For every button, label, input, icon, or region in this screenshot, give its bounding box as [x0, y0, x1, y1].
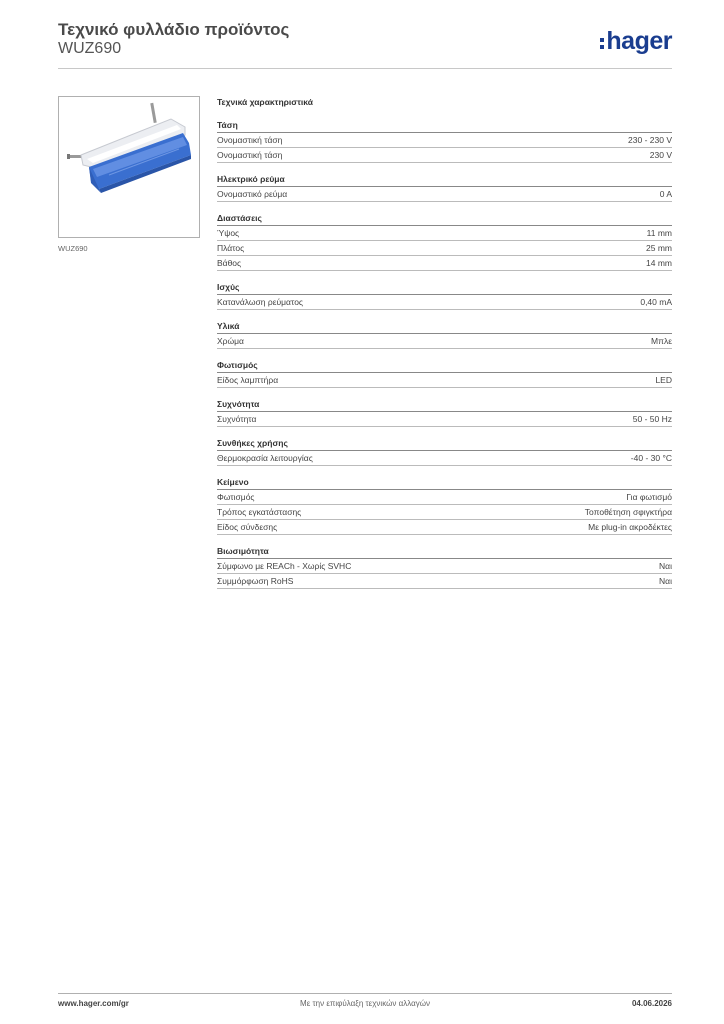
spec-row: [217, 451, 672, 466]
spec-row: [217, 373, 672, 388]
led-module-illustration: [59, 97, 199, 237]
spec-row: [217, 559, 672, 574]
spec-sections: [217, 119, 672, 589]
spec-label: Συχνότητα: [217, 414, 257, 424]
spec-section-title: Ηλεκτρικό ρεύμα: [217, 173, 672, 187]
footer-divider: [58, 993, 672, 994]
spec-value: Τοποθέτηση σφιγκτήρα: [584, 507, 672, 517]
spec-row: [217, 295, 672, 310]
spec-value: Με plug-in ακροδέκτες: [588, 522, 672, 532]
spec-row: [217, 187, 672, 202]
hager-logo: [600, 28, 672, 54]
spec-section: [217, 320, 672, 349]
spec-value: 11 mm: [646, 228, 672, 238]
spec-row: [217, 241, 672, 256]
footer: [58, 998, 672, 1010]
spec-row: [217, 520, 672, 535]
product-code: WUZ690: [58, 40, 122, 57]
spec-section: [217, 476, 672, 535]
logo-text: hager: [606, 27, 672, 55]
spec-value: 25 mm: [646, 243, 672, 253]
spec-row: [217, 256, 672, 271]
spec-value: 0 A: [659, 189, 672, 199]
spec-row: [217, 505, 672, 520]
spec-value: Μπλε: [651, 336, 672, 346]
spec-section-title: Βιωσιμότητα: [217, 545, 672, 559]
spec-label: Είδος λαμπτήρα: [217, 375, 279, 385]
spec-section: [217, 281, 672, 310]
spec-label: Ονομαστική τάση: [217, 135, 283, 145]
spec-row: [217, 226, 672, 241]
spec-section: [217, 398, 672, 427]
spec-value: Για φωτισμό: [626, 492, 672, 502]
spec-label: Ονομαστικό ρεύμα: [217, 189, 288, 199]
spec-section-title: Υλικά: [217, 320, 672, 334]
spec-row: [217, 133, 672, 148]
spec-label: Χρώμα: [217, 336, 244, 346]
spec-value: 50 - 50 Hz: [632, 414, 672, 424]
technical-specs: [217, 96, 672, 599]
spec-section-title: Φωτισμός: [217, 359, 672, 373]
spec-row: [217, 412, 672, 427]
spec-section: [217, 545, 672, 589]
spec-label: Συμμόρφωση RoHS: [217, 576, 294, 586]
spec-section: [217, 437, 672, 466]
spec-label: Βάθος: [217, 258, 242, 268]
spec-row: [217, 334, 672, 349]
spec-section-title: Ισχύς: [217, 281, 672, 295]
spec-row: [217, 490, 672, 505]
spec-label: Φωτισμός: [217, 492, 255, 502]
spec-value: Ναι: [659, 576, 672, 586]
spec-section: [217, 173, 672, 202]
spec-label: Θερμοκρασία λειτουργίας: [217, 453, 313, 463]
spec-label: Τρόπος εγκατάστασης: [217, 507, 302, 517]
spec-value: Ναι: [659, 561, 672, 571]
spec-value: 230 V: [649, 150, 672, 160]
spec-section: [217, 119, 672, 163]
spec-value: LED: [655, 375, 672, 385]
spec-value: 14 mm: [646, 258, 672, 268]
spec-row: [217, 574, 672, 589]
spec-label: Ονομαστική τάση: [217, 150, 283, 160]
spec-section-title: Διαστάσεις: [217, 212, 672, 226]
logo-dots-icon: [600, 38, 604, 49]
specs-heading: Τεχνικά χαρακτηριστικά: [217, 97, 313, 107]
product-image: [58, 96, 200, 238]
spec-value: 0,40 mA: [640, 297, 672, 307]
spec-section-title: Συχνότητα: [217, 398, 672, 412]
spec-label: Είδος σύνδεσης: [217, 522, 278, 532]
spec-value: 230 - 230 V: [628, 135, 672, 145]
header-divider: [58, 68, 672, 69]
footer-disclaimer: Με την επιφύλαξη τεχνικών αλλαγών: [300, 999, 430, 1008]
spec-section-title: Συνθήκες χρήσης: [217, 437, 672, 451]
spec-value: -40 - 30 °C: [630, 453, 672, 463]
spec-section-title: Κείμενο: [217, 476, 672, 490]
footer-date: 04.06.2026: [631, 999, 672, 1008]
spec-row: [217, 148, 672, 163]
spec-section: [217, 212, 672, 271]
spec-label: Πλάτος: [217, 243, 245, 253]
page-title: Τεχνικό φυλλάδιο προϊόντος: [58, 20, 290, 39]
spec-label: Σύμφωνο με REACh - Χωρίς SVHC: [217, 561, 352, 571]
spec-label: Ύψος: [217, 228, 240, 238]
spec-section: [217, 359, 672, 388]
footer-website[interactable]: www.hager.com/gr: [58, 999, 129, 1008]
spec-section-title: Τάση: [217, 119, 672, 133]
product-image-caption: WUZ690: [58, 244, 88, 253]
spec-label: Κατανάλωση ρεύματος: [217, 297, 304, 307]
